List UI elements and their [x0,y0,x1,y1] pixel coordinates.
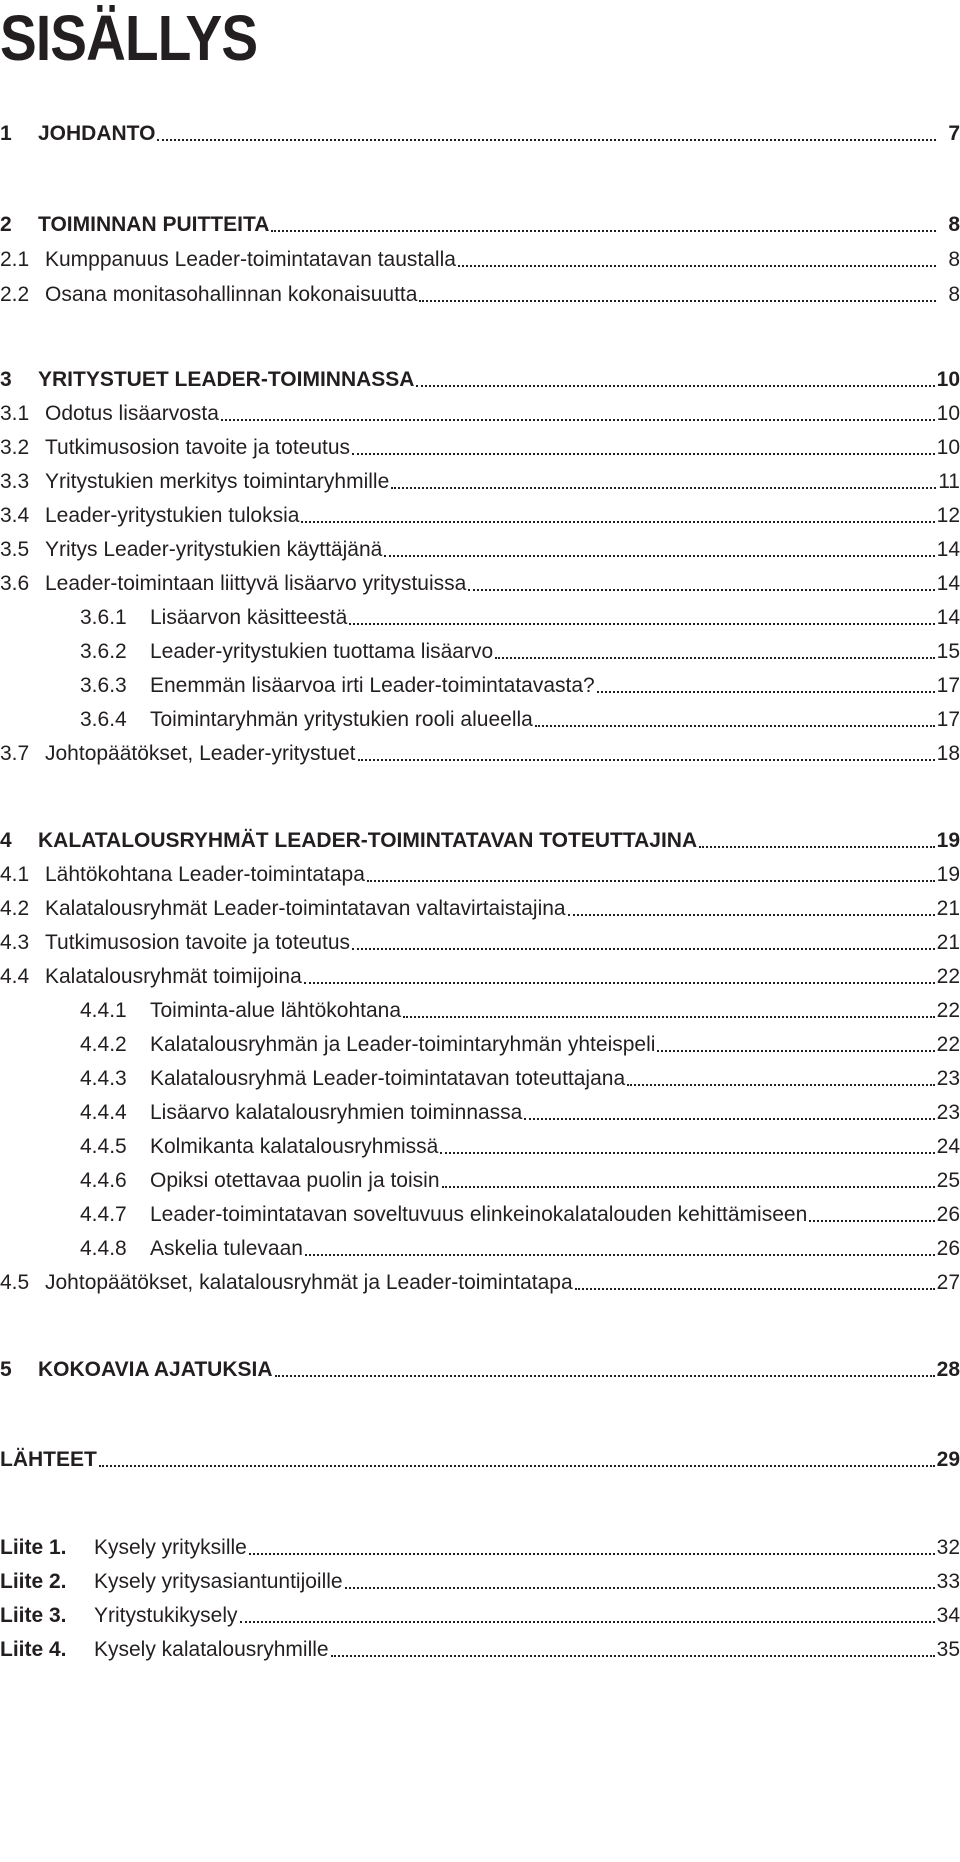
dot-leader [240,1620,935,1623]
toc-entry[interactable] [0,598,960,632]
toc-entry[interactable] [0,462,960,496]
toc-entry-page: 14 [936,538,960,561]
toc-entry-label: JOHDANTO [38,122,156,145]
dot-leader [391,486,936,489]
toc-entry[interactable] [0,700,960,734]
toc-entry-page: 10 [936,402,960,425]
toc-entry-number: 4.1 [0,863,30,886]
toc-entry-page: 28 [936,1358,960,1381]
toc-entry-number: 1 [0,122,12,145]
toc-entry[interactable] [0,275,960,309]
toc-entry-number: 3.6.2 [80,640,127,663]
dot-leader [384,554,934,557]
dot-leader [345,1586,935,1589]
toc-entry-page: 35 [936,1638,960,1661]
toc-entry[interactable] [0,564,960,598]
toc-entry-label: Toiminta-alue lähtökohtana [150,999,401,1022]
toc-entry-number: 3.2 [0,436,30,459]
toc-entry-page: 33 [936,1570,960,1593]
toc-entry-number: 4.4.1 [80,999,127,1022]
dot-leader [568,913,935,916]
toc-entry[interactable] [0,1059,960,1093]
toc-entry-label: TOIMINNAN PUITTEITA [38,213,270,236]
toc-entry-label: Yritystukikysely [94,1604,238,1627]
toc-entry[interactable] [0,1440,960,1474]
dot-leader [271,229,936,232]
toc-entry-page: 8 [948,283,960,306]
dot-leader [99,1464,935,1467]
toc-entry-number: 4.4.2 [80,1033,127,1056]
toc-entry-page: 10 [936,436,960,459]
dot-leader [349,622,934,625]
dot-leader [403,1015,935,1018]
dot-leader [627,1083,935,1086]
toc-entry-number: 4.4 [0,965,30,988]
toc-entry-label: Leader-toimintatavan soveltuvuus elinkeinokalatalouden kehittämiseen [150,1203,808,1226]
toc-entry-label: KOKOAVIA AJATUKSIA [38,1358,273,1381]
toc-entry-label: Leader-yritystukien tuloksia [45,504,300,527]
dot-leader [367,879,935,882]
toc-entry-number: 3.3 [0,470,30,493]
toc-entry-number: 4.4.7 [80,1203,127,1226]
toc-entry[interactable] [0,394,960,428]
toc-entry-label: Kolmikanta kalatalousryhmissä [150,1135,439,1158]
toc-entry-number: 4.4.8 [80,1237,127,1260]
toc-entry-number: 3.6 [0,572,30,595]
toc-entry-label: Lähtökohtana Leader-toimintatapa [45,863,365,886]
toc-entry-label: Leader-yritystukien tuottama lisäarvo [150,640,494,663]
toc-entry-page: 26 [936,1237,960,1260]
dot-leader [524,1117,934,1120]
toc-entry[interactable] [0,530,960,564]
toc-entry-label: KALATALOUSRYHMÄT LEADER-TOIMINTATAVAN TOTEUTTAJINA [38,829,698,852]
toc-entry[interactable] [0,632,960,666]
toc-entry-label: Kalatalousryhmän ja Leader-toimintaryhmän yhteispeli [150,1033,656,1056]
dot-leader [352,452,935,455]
toc-entry-page: 24 [936,1135,960,1158]
toc-entry-label: Tutkimusosion tavoite ja toteutus [45,436,351,459]
toc-entry[interactable] [0,1229,960,1263]
toc-entry-page: 22 [936,1033,960,1056]
toc-entry-label: Kumppanuus Leader-toimintatavan taustalla [45,248,456,271]
toc-entry-number: 2 [0,213,12,236]
toc-entry-number: 4.2 [0,897,30,920]
toc-entry[interactable] [0,1161,960,1195]
toc-entry[interactable] [0,666,960,700]
dot-leader [468,588,934,591]
toc-entry[interactable] [0,1025,960,1059]
toc-entry[interactable] [0,923,960,957]
toc-entry-label: Askelia tulevaan [150,1237,303,1260]
toc-entry-number: 4.5 [0,1271,30,1294]
toc-entry-number: 4.4.4 [80,1101,127,1124]
toc-entry-page: 26 [936,1203,960,1226]
toc-entry-label: Kalatalousryhmät toimijoina [45,965,302,988]
toc-entry-page: 21 [936,897,960,920]
toc-entry-page: 34 [936,1604,960,1627]
toc-entry-number: 4.3 [0,931,30,954]
toc-entry-label: Lisäarvo kalatalousryhmien toiminnassa [150,1101,523,1124]
toc-entry[interactable] [0,1263,960,1297]
toc-entry-page: 19 [936,863,960,886]
toc-entry[interactable] [0,734,960,768]
toc-entry-page: 10 [936,368,960,391]
dot-leader [809,1219,934,1222]
toc-entry[interactable] [0,957,960,991]
dot-leader [249,1552,935,1555]
dot-leader [699,845,935,848]
dot-leader [305,1253,935,1256]
toc-entry-number: Liite 1. [0,1536,67,1559]
toc-entry[interactable] [0,114,960,148]
toc-entry-number: 3.6.1 [80,606,127,629]
dot-leader [157,138,936,141]
dot-leader [575,1287,935,1290]
dot-leader [358,758,935,761]
toc-entry[interactable] [0,428,960,462]
toc-entry-page: 25 [936,1169,960,1192]
toc-entry-label: Toimintaryhmän yritystukien rooli alueella [150,708,533,731]
toc-entry-page: 8 [948,213,960,236]
toc-entry-label: Odotus lisäarvosta [45,402,219,425]
toc-entry[interactable] [0,240,960,274]
toc-entry-label: Enemmän lisäarvoa irti Leader-toimintatavasta? [150,674,595,697]
toc-entry-number: 3.4 [0,504,30,527]
toc-entry-page: 23 [936,1067,960,1090]
toc-entry-page: 22 [936,999,960,1022]
toc-entry-number: 4.4.6 [80,1169,127,1192]
dot-leader [352,947,935,950]
dot-leader [657,1049,934,1052]
toc-entry[interactable] [0,821,960,855]
toc-entry-label: Tutkimusosion tavoite ja toteutus [45,931,351,954]
toc-entry-page: 11 [938,470,960,493]
toc-entry-page: 23 [936,1101,960,1124]
dot-leader [440,1151,934,1154]
toc-entry-page: 8 [948,248,960,271]
toc-entry-number: 3.7 [0,742,30,765]
toc-entry-number: 3 [0,368,12,391]
toc-entry-page: 15 [936,640,960,663]
toc-entry-number: 4.4.3 [80,1067,127,1090]
toc-entry-label: Kysely yrityksille [94,1536,247,1559]
toc-entry-label: Lisäarvon käsitteestä [150,606,348,629]
toc-entry-label: Yritys Leader-yritystukien käyttäjänä [45,538,383,561]
toc-entry-number: 3.1 [0,402,30,425]
toc-entry[interactable] [0,1350,960,1384]
toc-entry-page: 12 [936,504,960,527]
toc-entry-number: 5 [0,1358,12,1381]
toc-entry-number: Liite 3. [0,1604,67,1627]
dot-leader [597,690,935,693]
toc-entry-number: Liite 2. [0,1570,67,1593]
toc-entry-page: 22 [936,965,960,988]
toc-entry-label: Kalatalousryhmä Leader-toimintatavan toteuttajana [150,1067,626,1090]
dot-leader [458,264,936,267]
toc-entry[interactable] [0,1127,960,1161]
dot-leader [301,520,934,523]
toc-entry-page: 21 [936,931,960,954]
dot-leader [495,656,934,659]
dot-leader [304,981,935,984]
toc-entry[interactable] [0,496,960,530]
dot-leader [275,1374,935,1377]
toc-entry-label: Johtopäätökset, kalatalousryhmät ja Leader-toimintatapa [45,1271,573,1294]
toc-entry-page: 17 [936,708,960,731]
toc-entry[interactable] [0,1093,960,1127]
dot-leader [416,384,934,387]
toc-entry[interactable] [0,1596,960,1630]
toc-entry[interactable] [0,1562,960,1596]
toc-entry-page: 27 [936,1271,960,1294]
toc-entry-number: 3.6.3 [80,674,127,697]
toc-entry-page: 32 [936,1536,960,1559]
toc-entry[interactable] [0,855,960,889]
toc-entry-number: 4.4.5 [80,1135,127,1158]
toc-entry-label: Kysely kalatalousryhmille [94,1638,329,1661]
dot-leader [535,724,935,727]
toc-entry[interactable] [0,360,960,394]
toc-entry[interactable] [0,1630,960,1664]
toc-entry-number: 3.5 [0,538,30,561]
toc-entry-page: 19 [936,829,960,852]
toc-entry-label: Johtopäätökset, Leader-yritystuet [45,742,356,765]
toc-entry-label: Kalatalousryhmät Leader-toimintatavan valtavirtaistajina [45,897,566,920]
toc-entry[interactable] [0,1528,960,1562]
toc-entry-label: Kysely yritysasiantuntijoille [94,1570,343,1593]
toc-entry[interactable] [0,991,960,1025]
toc-entry-number: 3.6.4 [80,708,127,731]
toc-entry[interactable] [0,889,960,923]
toc-entry-page: 17 [936,674,960,697]
toc-entry-label: Leader-toimintaan liittyvä lisäarvo yritystuissa [45,572,467,595]
toc-entry-page: 14 [936,572,960,595]
toc-entry-number: Liite 4. [0,1638,67,1661]
dot-leader [221,418,935,421]
toc-entry[interactable] [0,205,960,239]
toc-entry-page: 14 [936,606,960,629]
toc-entry[interactable] [0,1195,960,1229]
toc-entry-label: LÄHTEET [0,1448,97,1471]
page-title: SISÄLLYS [0,2,258,74]
toc-entry-number: 4 [0,829,12,852]
dot-leader [442,1185,935,1188]
toc-entry-label: Osana monitasohallinnan kokonaisuutta [45,283,418,306]
toc-entry-label: Opiksi otettavaa puolin ja toisin [150,1169,440,1192]
toc-entry-number: 2.1 [0,248,30,271]
toc-entry-page: 18 [936,742,960,765]
dot-leader [331,1654,935,1657]
toc-entry-number: 2.2 [0,283,30,306]
toc-entry-page: 29 [936,1448,960,1471]
toc-entry-label: Yritystukien merkitys toimintaryhmille [45,470,390,493]
dot-leader [419,299,936,302]
toc-entry-label: YRITYSTUET LEADER-TOIMINNASSA [38,368,415,391]
toc-entry-page: 7 [948,122,960,145]
